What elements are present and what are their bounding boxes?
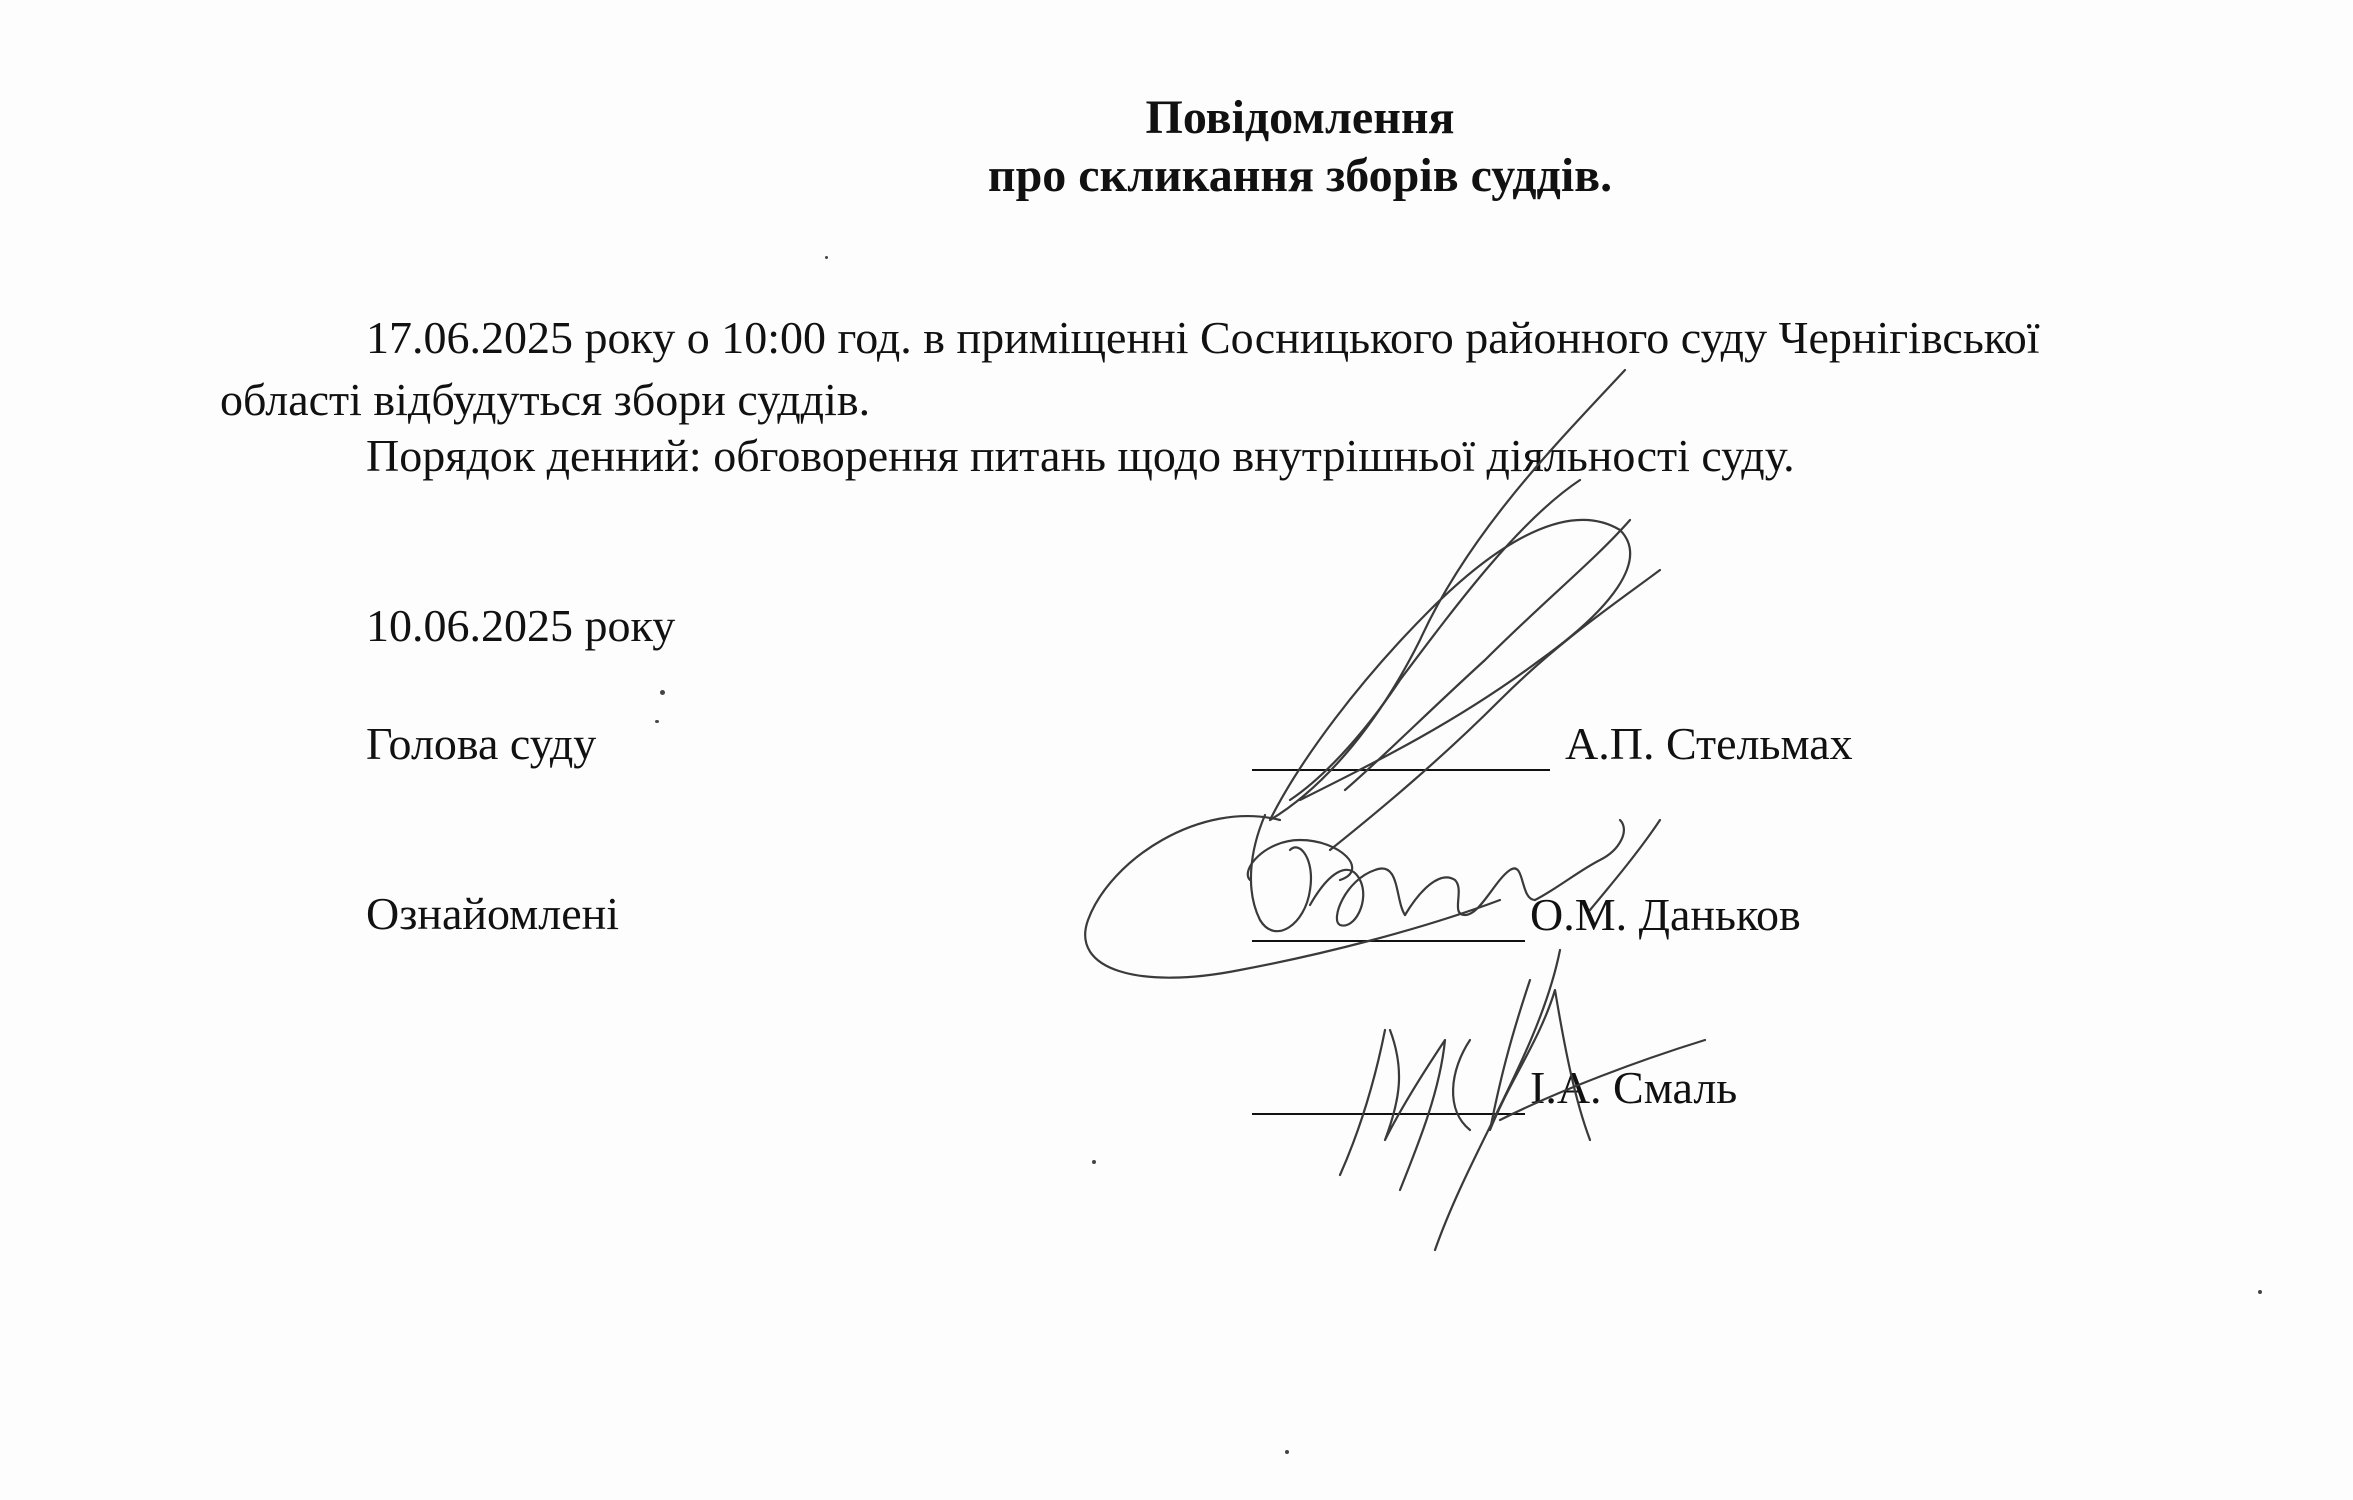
chairman-role-label: Голова суду [366,718,597,769]
acquainted-label: Ознайомлені [366,888,620,939]
signatory-dankov-name: О.М. Даньков [1530,889,1801,940]
paper-speck [825,256,828,259]
document-date: 10.06.2025 року [366,600,676,651]
paragraph-agenda: Порядок денний: обговорення питань щодо внутрішньої діяльності суду. [366,430,1795,481]
signature-line-chairman [1252,769,1550,771]
paper-speck [1285,1450,1289,1454]
chairman-name: А.П. Стельмах [1565,718,1853,769]
paragraph-meeting-line-1: 17.06.2025 року о 10:00 год. в приміщенні Сосницького районного суду Чернігівської [366,312,2040,363]
document-title: Повідомлення [1145,91,1455,144]
paper-speck [655,720,659,723]
paragraph-meeting-line-2: області відбудуться збори суддів. [220,374,871,425]
paper-speck [2258,1290,2262,1294]
signature-line-dankov [1252,940,1525,942]
document-subtitle: про скликання зборів суддів. [987,149,1613,202]
signature-line-smal [1252,1113,1525,1115]
signatory-smal-name: І.А. Смаль [1530,1062,1738,1113]
paper-speck [1092,1160,1096,1164]
paper-speck [660,690,665,695]
